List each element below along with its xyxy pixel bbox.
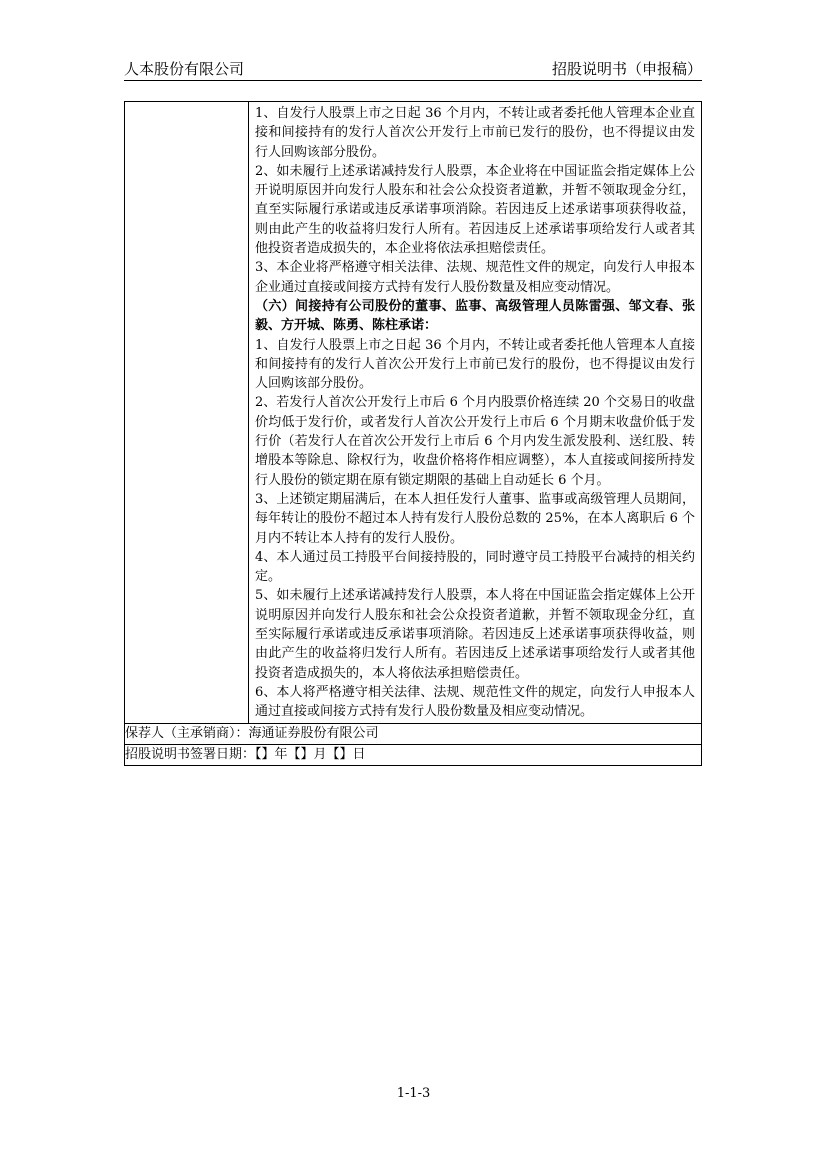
section-6-para-1: 1、自发行人股票上市之日起 36 个月内，不转让或者委托他人管理本人直接和间接持有的发行人首次公开发行上市前已发行的股份，也不得提议由发行人回购该部分股份。 [255, 337, 695, 392]
signing-date-cell: 招股说明书签署日期：【】年【】月【】日 [125, 744, 702, 765]
header-divider [124, 80, 702, 81]
document-title: 招股说明书（申报稿） [551, 60, 702, 78]
section-6-para-4: 4、本人通过员工持股平台间接持股的，同时遵守员工持股平台减持的相关约定。 [255, 549, 695, 585]
commitments-table [124, 101, 702, 766]
section-6-para-6: 6、本人将严格遵守相关法律、法规、规范性文件的规定，向发行人申报本人通过直接或间接方式持有发行人股份数量及相应变动情况。 [255, 684, 695, 720]
page-number: 1-1-3 [396, 1086, 431, 1101]
section-6-heading: （六）间接持有公司股份的董事、监事、高级管理人员陈雷强、邹文春、张毅、方开城、陈勇、陈柱承诺： [255, 298, 695, 334]
sponsor-row [125, 723, 702, 744]
commitment-para-2: 2、如未履行上述承诺减持发行人股票，本企业将在中国证监会指定媒体上公开说明原因并向发行人股东和社会公众投资者道歉，并暂不领取现金分红，直至实际履行承诺或违反承诺事项消除。若因违反上述承诺事项获得收益，则由此产生的收益将归发行人所有。若因违反上述承诺事项给发行人或者其他投资者造成损失的，本企业将依法承担赔偿责任。 [255, 163, 695, 257]
commitment-para-1: 1、自发行人股票上市之日起 36 个月内，不转让或者委托他人管理本企业直接和间接持有的发行人首次公开发行上市前已发行的股份，也不得提议由发行人回购该部分股份。 [255, 106, 695, 160]
commitments-left-cell [125, 102, 249, 724]
commitments-content-cell [249, 102, 702, 724]
signing-date-row [125, 744, 702, 765]
page-header [124, 56, 702, 80]
section-6-para-5: 5、如未履行上述承诺减持发行人股票，本人将在中国证监会指定媒体上公开说明原因并向发行人股东和社会公众投资者道歉，并暂不领取现金分红，直至实际履行承诺或违反承诺事项消除。若因违反上述承诺事项获得收益，则由此产生的收益将归发行人所有。若因违反上述承诺事项给发行人或者其他投资者造成损失的，本人将依法承担赔偿责任。 [255, 588, 695, 681]
commitment-para-3: 3、本企业将严格遵守相关法律、法规、规范性文件的规定，向发行人申报本企业通过直接或间接方式持有发行人股份数量及相应变动情况。 [255, 260, 695, 295]
company-name: 人本股份有限公司 [124, 60, 245, 78]
commitments-row [125, 102, 702, 724]
section-6-para-3: 3、上述锁定期届满后，在本人担任发行人董事、监事或高级管理人员期间，每年转让的股份不超过本人持有发行人股份总数的 25%，在本人离职后 6 个月内不转让本人持有的发行人股份。 [255, 491, 695, 546]
section-6-para-2: 2、若发行人首次公开发行上市后 6 个月内股票价格连续 20 个交易日的收盘价均低于发行价，或者发行人首次公开发行上市后 6 个月期末收盘价低于发行价（若发行人在首次公开发行上市后 6 个月内发生派发股利、送红股、转增股本等除息、除权行为，收盘价格将作相应调整），本人直接或间接所持发行人股份的锁定期在原有锁定期限的基础上自动延长 6 个月。 [255, 395, 695, 488]
sponsor-cell: 保荐人（主承销商）：海通证券股份有限公司 [125, 723, 702, 744]
